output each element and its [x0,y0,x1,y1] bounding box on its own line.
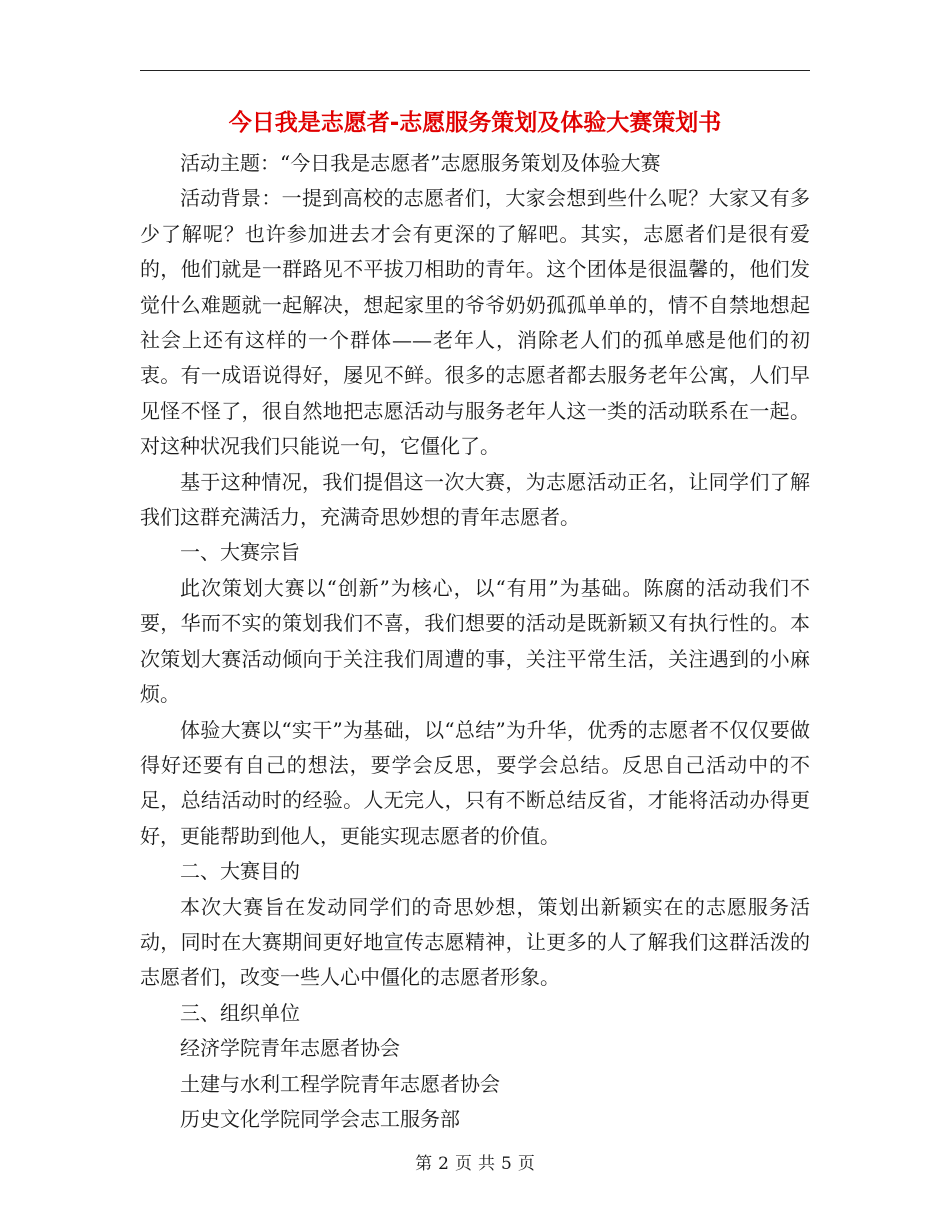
paragraph-motivation: 基于这种情况，我们提倡这一次大赛，为志愿活动正名，让同学们了解我们这群充满活力，充满奇思妙想的青年志愿者。 [140,469,810,530]
footer-prefix: 第 [415,1154,433,1174]
section-heading-goal: 二、大赛目的 [180,859,300,884]
header-rule [140,70,810,71]
organizer-item: 土建与水利工程学院青年志愿者协会 [180,1071,500,1096]
paragraph-theme: 活动主题：“今日我是志愿者”志愿服务策划及体验大赛 [180,151,661,175]
page-footer [0,1150,950,1178]
organizer-item: 历史文化学院同学会志工服务部 [180,1106,460,1131]
paragraph-purpose-experience: 体验大赛以“实干”为基础，以“总结”为升华，优秀的志愿者不仅仅要做得好还要有自己的想法，要学会反思，要学会总结。反思自己活动中的不足，总结活动时的经验。人无完人，只有不断总结反省，才能将活动办得更好，更能帮助到他人，更能实现志愿者的价值。 [140,717,810,848]
paragraph-goal: 本次大赛旨在发动同学们的奇思妙想，策划出新颖实在的志愿服务活动，同时在大赛期间更好地宣传志愿精神，让更多的人了解我们这群活泼的志愿者们，改变一些人心中僵化的志愿者形象。 [140,894,810,990]
organizer-item: 经济学院青年志愿者协会 [180,1036,400,1061]
footer-total-pages: 5 [501,1154,512,1174]
paragraph-purpose-planning: 此次策划大赛以“创新”为核心，以“有用”为基础。陈腐的活动我们不要，华而不实的策划我们不喜，我们想要的活动是既新颖又有执行性的。本次策划大赛活动倾向于关注我们周遭的事，关注平常生活，关注遇到的小麻烦。 [140,575,810,707]
footer-total-prefix: 共 [478,1154,495,1174]
footer-current-page: 2 [438,1154,449,1174]
paragraph-background: 活动背景：一提到高校的志愿者们，大家会想到些什么呢？大家又有多少了解呢？也许参加进去才会有更深的了解吧。其实，志愿者们是很有爱的，他们就是一群路见不平拔刀相助的青年。这个团体是很温馨的，他们发觉什么难题就一起解决，想起家里的爷爷奶奶孤孤单单的，情不自禁地想起社会上还有这样的一个群体——老年人，消除老人们的孤单感是他们的初衷。有一成语说得好，屡见不鲜。很多的志愿者都去服务老年公寓，人们早见怪不怪了，很自然地把志愿活动与服务老年人这一类的活动联系在一起。对这种状况我们只能说一句，它僵化了。 [140,186,810,459]
section-heading-purpose: 一、大赛宗旨 [180,540,300,565]
document-body [140,146,810,1137]
footer-page-word: 页 [455,1154,472,1174]
document-title: 今日我是志愿者-志愿服务策划及体验大赛策划书 [228,110,722,136]
footer-suffix: 页 [517,1154,535,1174]
section-heading-organizers: 三、组织单位 [180,1000,300,1025]
